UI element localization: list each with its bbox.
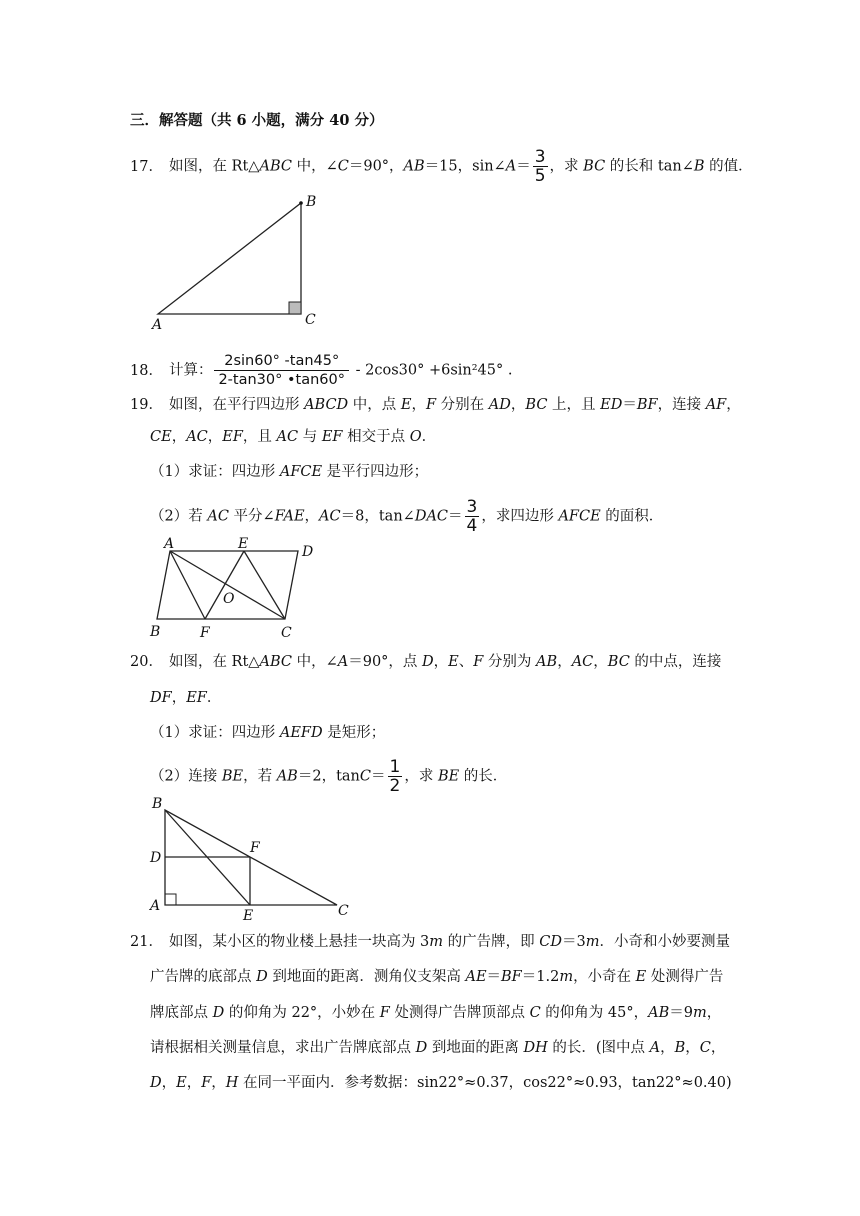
label-c: C [281, 625, 292, 641]
question-20-line-1: 20． 如图，在 Rt△ABC 中，∠A＝90°，点 D，E、F 分别为 AB，AC，BC 的中点，连接 [130, 654, 722, 670]
question-number: 18． [130, 362, 163, 379]
question-20-part-1: （1）求证：四边形 AEFD 是矩形； [150, 725, 386, 741]
label-d: D [150, 850, 162, 866]
question-19-part-2: （2）若 AC 平分∠FAE，AC＝8，tan∠DAC＝ $\frac{3}{4}$ ，求四边形 AFCE 的面积． [150, 497, 664, 536]
fraction: $\frac{1}{2}$ [389, 757, 401, 796]
label-b: B [306, 194, 317, 210]
fraction: $\frac{3}{4}$ [466, 497, 478, 536]
question-number: 20． [130, 654, 163, 670]
question-19-line-1: 19． 如图，在平行四边形 ABCD 中，点 E，F 分别在 AD，BC 上，且 ED＝BF，连接 AF， [130, 397, 741, 413]
label-c: C [305, 312, 316, 328]
right-angle-mark [165, 894, 176, 905]
label-f: F [200, 625, 210, 641]
question-21-line-5: D，E，F，H 在同一平面内．参考数据：sin22°≈0.37，cos22°≈0.93，tan22°≈0.40) [150, 1075, 732, 1091]
question-19-part-1: （1）求证：四边形 AFCE 是平行四边形； [150, 464, 429, 480]
label-d: D [302, 544, 314, 560]
label-a: A [152, 317, 163, 333]
label-a: A [150, 898, 161, 914]
label-e: E [243, 908, 254, 924]
question-21-line-1: 21． 如图，某小区的物业楼上悬挂一块高为 3m 的广告牌，即 CD＝3m．小奇和小妙要测量 [130, 934, 730, 950]
question-18-text: 18． 计算： $\frac{2\sin 60^\circ -\tan 45^\circ}{2-\tan 30^\circ •\tan 60^\circ}$ - 2cos30° +6sin²45° . [130, 353, 513, 388]
question-17-text: 17． 如图，在 Rt△ABC 中，∠C＝90°，AB＝15，sin∠A＝ $\frac{3}{5}$ ，求 BC 的长和 tan∠B 的值． [130, 147, 753, 186]
question-21-line-2: 广告牌的底部点 D 到地面的距离．测角仪支架高 AE＝BF＝1.2m，小奇在 E 处测得广告 [150, 969, 724, 985]
label-a: A [164, 536, 175, 552]
question-20-part-2: （2）连接 BE，若 AB＝2，tanC＝ $\frac{1}{2}$ ，求 BE 的长． [150, 757, 508, 796]
question-20-line-2: DF，EF． [150, 690, 222, 706]
question-21-line-4: 请根据相关测量信息，求出广告牌底部点 D 到地面的距离 DH 的长．(图中点 A，B，C， [150, 1040, 726, 1056]
question-number: 19． [130, 397, 163, 413]
label-b: B [150, 624, 161, 640]
question-21-line-3: 牌底部点 D 的仰角为 22°，小妙在 F 处测得广告牌顶部点 C 的仰角为 45°，AB＝9m， [150, 1005, 722, 1021]
fraction: $\frac{2\sin 60^\circ -\tan 45^\circ}{2-\tan 30^\circ •\tan 60^\circ}$ [214, 352, 349, 389]
question-number: 17． [130, 158, 163, 175]
section-title: 三．解答题（共 6 小题，满分 40 分） [130, 112, 384, 129]
label-c: C [338, 903, 349, 919]
question-number: 21． [130, 934, 163, 950]
question-19-line-2: CE，AC，EF，且 AC 与 EF 相交于点 O． [150, 429, 437, 445]
label-f: F [250, 840, 260, 856]
fraction: $\frac{3}{5}$ [534, 147, 546, 186]
label-o: O [223, 591, 235, 607]
label-b: B [152, 796, 163, 812]
label-e: E [238, 536, 249, 552]
